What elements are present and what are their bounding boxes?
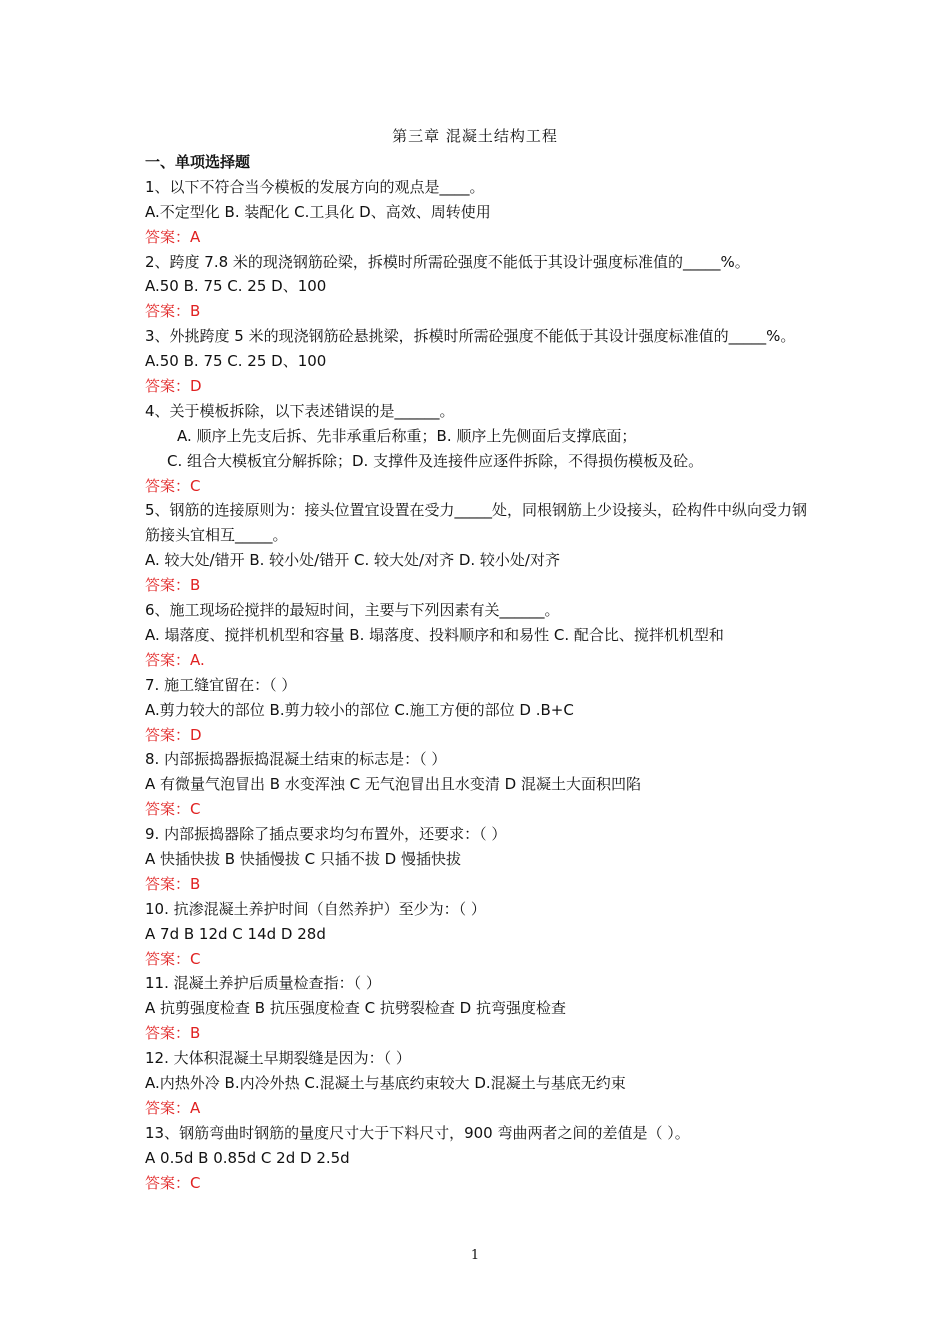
answer-line: 答案：B bbox=[145, 302, 201, 321]
question-text: 11. 混凝土养护后质量检查指：（ ） bbox=[145, 974, 381, 993]
options-line: A. 塌落度、搅拌机机型和容量 B. 塌落度、投料顺序和和易性 C. 配合比、搅拌机机型和 bbox=[145, 625, 724, 644]
options-line: A.内热外冷 B.内冷外热 C.混凝土与基底约束较大 D.混凝土与基底无约束 bbox=[145, 1074, 626, 1092]
answer-line: 答案：C bbox=[145, 949, 201, 968]
question-text: 5、钢筋的连接原则为：接头位置宜设置在受力_____处，同根钢筋上少设接头，砼构件中纵向受力钢筋接头宜相互_____。 bbox=[145, 501, 808, 545]
question-list bbox=[145, 150, 815, 1195]
options-line: A 有微量气泡冒出 B 水变浑浊 C 无气泡冒出且水变清 D 混凝土大面积凹陷 bbox=[145, 775, 641, 794]
options-line: A 快插快拔 B 快插慢拔 C 只插不拔 D 慢插快拔 bbox=[145, 849, 461, 868]
answer-line: 答案：A. bbox=[145, 650, 205, 669]
options-line: A 7d B 12d C 14d D 28d bbox=[145, 924, 326, 943]
answer-line: 答案：A bbox=[145, 1098, 201, 1117]
question-text: 8. 内部振捣器振捣混凝土结束的标志是：（ ） bbox=[145, 750, 447, 769]
question-text: 12. 大体积混凝土早期裂缝是因为：（ ） bbox=[145, 1049, 411, 1068]
answer-line: 答案：C bbox=[145, 476, 201, 495]
options-line: A. 较大处/错开 B. 较小处/错开 C. 较大处/对齐 D. 较小处/对齐 bbox=[145, 551, 560, 570]
question-text: 10. 抗渗混凝土养护时间（自然养护）至少为：（ ） bbox=[145, 899, 486, 918]
question-text: 13、钢筋弯曲时钢筋的量度尺寸大于下料尺寸，900 弯曲两者之间的差值是（ ）。 bbox=[145, 1123, 690, 1142]
question-text: 4、关于模板拆除，以下表述错误的是______。 bbox=[145, 401, 455, 420]
answer-line: 答案：A bbox=[145, 227, 201, 246]
question-text: 6、施工现场砼搅拌的最短时间，主要与下列因素有关______。 bbox=[145, 601, 560, 620]
options-line: A.剪力较大的部位 B.剪力较小的部位 C.施工方便的部位 D .B+C bbox=[145, 700, 574, 719]
answer-line: 答案：B bbox=[145, 1024, 201, 1043]
question-text: 1、以下不符合当今模板的发展方向的观点是____。 bbox=[145, 177, 485, 196]
question-text: 3、外挑跨度 5 米的现浇钢筋砼悬挑梁，拆模时所需砼强度不能低于其设计强度标准值的_____%。 bbox=[145, 327, 796, 346]
answer-line: 答案：D bbox=[145, 725, 202, 744]
answer-line: 答案：C bbox=[145, 1173, 201, 1192]
options-line: A.50 B. 75 C. 25 D、100 bbox=[145, 277, 327, 296]
page-number: 1 bbox=[470, 1248, 480, 1263]
options-line: A 0.5d B 0.85d C 2d D 2.5d bbox=[145, 1148, 350, 1167]
options-line: A. 顺序上先支后拆、先非承重后称重；B. 顺序上先侧面后支撑底面； bbox=[177, 426, 637, 445]
question-text: 9. 内部振捣器除了插点要求均匀布置外，还要求：（ ） bbox=[145, 825, 507, 844]
section-heading: 一、单项选择题 bbox=[145, 153, 251, 171]
options-line: A.不定型化 B. 装配化 C.工具化 D、高效、周转使用 bbox=[145, 202, 491, 221]
chapter-title: 第三章 混凝土结构工程 bbox=[392, 127, 558, 145]
options-line: A 抗剪强度检查 B 抗压强度检查 C 抗劈裂检查 D 抗弯强度检查 bbox=[145, 999, 566, 1018]
options-line: A.50 B. 75 C. 25 D、100 bbox=[145, 352, 327, 371]
question-text: 7. 施工缝宜留在：（ ） bbox=[145, 675, 297, 694]
answer-line: 答案：C bbox=[145, 800, 201, 819]
answer-line: 答案：B bbox=[145, 874, 201, 893]
question-text: 2、跨度 7.8 米的现浇钢筋砼梁，拆模时所需砼强度不能低于其设计强度标准值的_____%。 bbox=[145, 252, 750, 271]
options-line: C. 组合大模板宜分解拆除；D. 支撑件及连接件应逐件拆除，不得损伤模板及砼。 bbox=[167, 451, 704, 470]
answer-line: 答案：B bbox=[145, 576, 201, 595]
answer-line: 答案：D bbox=[145, 377, 202, 396]
